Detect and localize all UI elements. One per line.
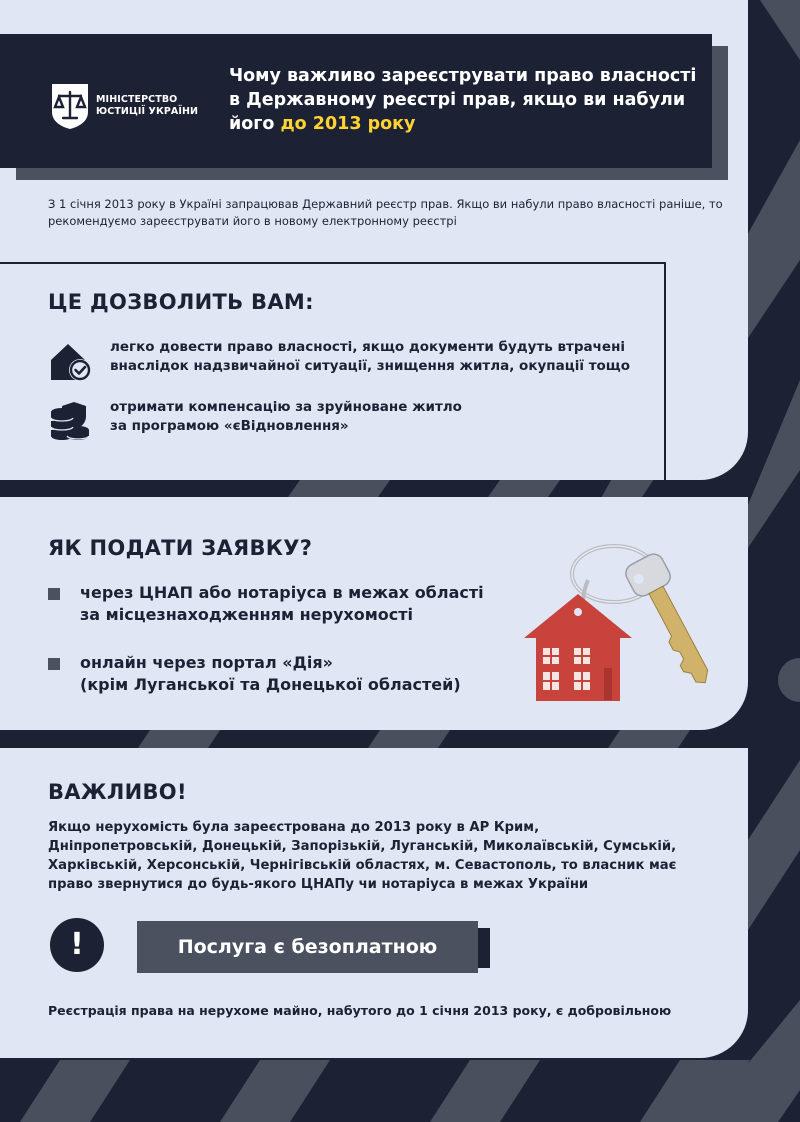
benefit-1-line-2: внаслідок надзвичайної ситуації, знищення житла, окупації тощо: [110, 358, 630, 374]
important-line: Харківській, Херсонській, Чернігівській областях, м. Севастополь, то власник має: [48, 858, 677, 873]
free-service-badge: Послуга є безоплатною: [137, 921, 478, 973]
coins-shield-icon: [48, 398, 94, 444]
house-check-icon: [48, 338, 94, 384]
important-line: Якщо нерухомість була зареєстрована до 2013 року в АР Крим,: [48, 820, 540, 835]
benefits-heading: ЦЕ ДОЗВОЛИТЬ ВАМ:: [48, 290, 314, 314]
footer-note: Реєстрація права на нерухоме майно, набутого до 1 січня 2013 року, є добровільною: [48, 1003, 672, 1018]
apply-2-line-2: (крім Луганської та Донецької областей): [80, 675, 461, 694]
apply-heading: ЯК ПОДАТИ ЗАЯВКУ?: [48, 536, 313, 560]
exclamation-icon: !: [50, 918, 104, 972]
scales-of-justice-icon: [50, 82, 90, 130]
intro-text: З 1 січня 2013 року в Україні запрацював Державний реєстр прав. Якщо ви набули право власності раніше, то рекомендуємо зареєструвати його в новому електронному реєстрі: [48, 197, 723, 228]
benefit-item: [48, 398, 462, 444]
important-line: Дніпропетровській, Донецькій, Запорізькій, Луганській, Миколаївській, Сумській,: [48, 839, 677, 854]
logo-line-2: ЮСТИЦІЇ УКРАЇНИ: [96, 106, 199, 117]
important-heading: ВАЖЛИВО!: [48, 780, 187, 804]
logo-line-1: МІНІСТЕРСТВО: [96, 94, 178, 105]
benefit-2-line-2: за програмою «єВідновлення»: [110, 418, 349, 434]
benefit-1-line-1: легко довести право власності, якщо документи будуть втрачені: [110, 339, 626, 355]
bullet-square-icon: [48, 588, 60, 600]
house-keychain-illustration: [516, 520, 740, 710]
title-main: Чому важливо зареєструвати право власності в Державному реєстрі прав, якщо ви набули його: [229, 66, 697, 134]
page-title: [229, 64, 699, 136]
benefit-2-line-1: отримати компенсацію за зруйноване житло: [110, 399, 462, 415]
important-text: [48, 818, 728, 894]
ministry-logo: [50, 82, 198, 130]
bullet-square-icon: [48, 658, 60, 670]
apply-option: [48, 582, 484, 626]
important-line: право звернутися до будь-якого ЦНАПу чи нотаріуса в межах України: [48, 877, 589, 892]
benefit-item: [48, 338, 630, 384]
apply-option: [48, 652, 461, 696]
apply-2-line-1: онлайн через портал «Дія»: [80, 653, 333, 672]
apply-1-line-2: за місцезнаходженням нерухомості: [80, 605, 414, 624]
title-highlight: до 2013 року: [280, 114, 416, 134]
apply-1-line-1: через ЦНАП або нотаріуса в межах області: [80, 583, 484, 602]
